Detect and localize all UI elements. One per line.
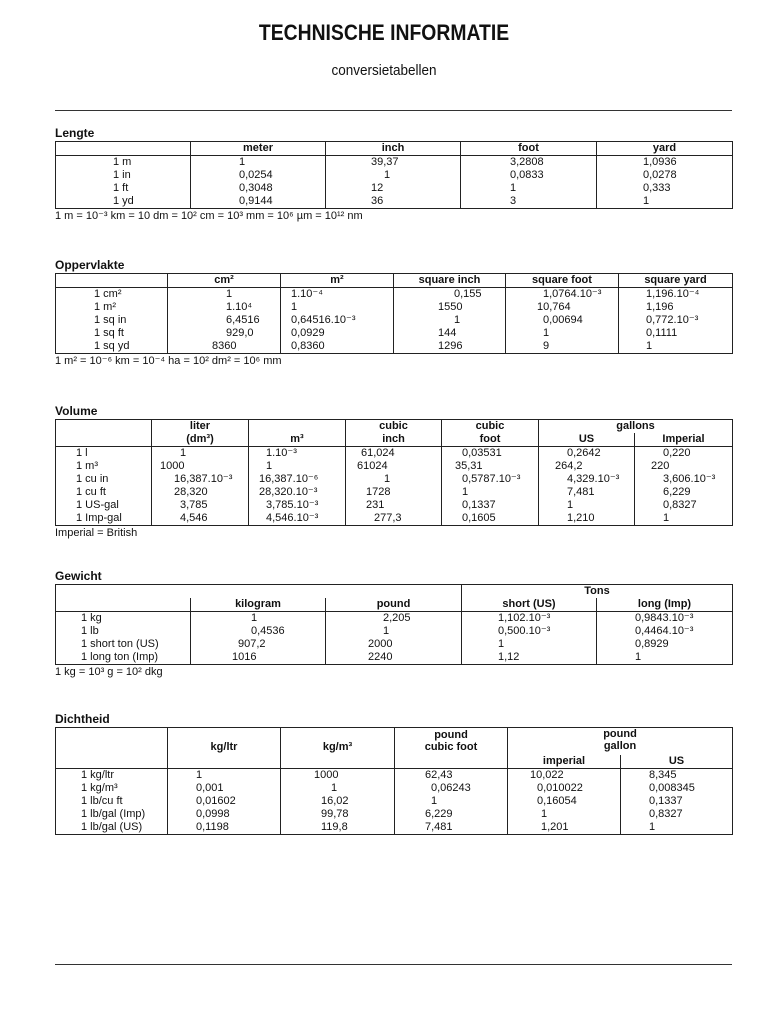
- header-cell: square yard: [619, 274, 733, 288]
- header-cell: cubic: [346, 420, 442, 434]
- table-cell: 0,1198: [168, 821, 281, 835]
- table-cell: 6,229: [395, 808, 508, 821]
- table-cell: 10,764: [506, 301, 619, 314]
- table-row: [56, 182, 733, 195]
- table-row: [56, 782, 733, 795]
- table-cell: 0,0929: [281, 327, 394, 340]
- table-cell: 1,201: [508, 821, 621, 835]
- page-title: TECHNISCHE INFORMATIE: [258, 20, 510, 45]
- header-cell: Tons: [462, 585, 733, 599]
- table-cell: 39,37: [326, 156, 461, 170]
- table-cell: 231: [346, 499, 442, 512]
- table-cell: 0,06243: [395, 782, 508, 795]
- header-cell: short (US): [462, 598, 597, 612]
- row-label: 1 lb/gal (Imp): [56, 808, 168, 821]
- table-row: [56, 169, 733, 182]
- table-cell: 3,2808: [461, 156, 597, 170]
- table-cell: 1: [394, 314, 506, 327]
- section-note: 1 kg = 10³ g = 10² dkg: [55, 666, 163, 678]
- table-cell: 1,210: [539, 512, 635, 526]
- table-cell: 144: [394, 327, 506, 340]
- row-label: 1 cm²: [56, 288, 168, 302]
- table-cell: 0,001: [168, 782, 281, 795]
- table-cell: 1: [168, 288, 281, 302]
- table-cell: 119,8: [281, 821, 395, 835]
- table-cell: 0,1337: [442, 499, 539, 512]
- header-cell: cm²: [168, 274, 281, 288]
- header-cell: [191, 585, 326, 599]
- table-cell: 1: [152, 447, 249, 461]
- table-cell: 61024: [346, 460, 442, 473]
- lengte-table: [55, 141, 733, 209]
- header-cell: US: [539, 433, 635, 447]
- row-label: 1 sq ft: [56, 327, 168, 340]
- table-cell: 0,8327: [621, 808, 733, 821]
- row-label: 1 cu in: [56, 473, 152, 486]
- table-cell: 1000: [152, 460, 249, 473]
- table-cell: 0,772.10⁻³: [619, 314, 733, 327]
- table-cell: 0,1111: [619, 327, 733, 340]
- table-row: [56, 473, 733, 486]
- table-cell: 0,1337: [621, 795, 733, 808]
- table-cell: 1: [281, 301, 394, 314]
- table-cell: 0,500.10⁻³: [462, 625, 597, 638]
- table-cell: 0,0833: [461, 169, 597, 182]
- table-row: [56, 327, 733, 340]
- row-label: 1 short ton (US): [56, 638, 191, 651]
- table-cell: 0,9843.10⁻³: [597, 612, 733, 626]
- row-label: 1 m: [56, 156, 191, 170]
- table-row: [56, 638, 733, 651]
- table-cell: 0,03531: [442, 447, 539, 461]
- section-title: Gewicht: [55, 569, 102, 583]
- table-cell: 0,220: [635, 447, 733, 461]
- header-cell: Imperial: [635, 433, 733, 447]
- table-row: [56, 447, 733, 461]
- table-row: [56, 156, 733, 170]
- table-cell: 3: [461, 195, 597, 209]
- table-cell: 0,8929: [597, 638, 733, 651]
- table-cell: 99,78: [281, 808, 395, 821]
- row-label: 1 lb: [56, 625, 191, 638]
- table-row: [56, 301, 733, 314]
- table-cell: 1: [191, 156, 326, 170]
- table-row: [56, 195, 733, 209]
- header-cell: long (Imp): [597, 598, 733, 612]
- section-title: Volume: [55, 404, 98, 418]
- table-cell: 1: [326, 169, 461, 182]
- table-cell: 2240: [326, 651, 462, 665]
- table-row: [56, 651, 733, 665]
- header-cell: meter: [191, 142, 326, 156]
- row-label: 1 Imp-gal: [56, 512, 152, 526]
- table-cell: 0,008345: [621, 782, 733, 795]
- row-label: 1 l: [56, 447, 152, 461]
- row-label: 1 ft: [56, 182, 191, 195]
- table-cell: 2000: [326, 638, 462, 651]
- header-cell: [326, 585, 462, 599]
- table-cell: 1: [281, 782, 395, 795]
- header-cell: foot: [461, 142, 597, 156]
- section-note: Imperial = British: [55, 527, 138, 539]
- header-cell: yard: [597, 142, 733, 156]
- row-label: 1 sq in: [56, 314, 168, 327]
- header-row: [56, 142, 733, 156]
- row-label: 1 lb/cu ft: [56, 795, 168, 808]
- section-title: Oppervlakte: [55, 258, 125, 272]
- header-cell: kg/ltr: [168, 728, 281, 769]
- table-cell: 1: [619, 340, 733, 354]
- table-cell: 0,16054: [508, 795, 621, 808]
- table-cell: 61,024: [346, 447, 442, 461]
- header-cell: inch: [346, 433, 442, 447]
- table-cell: 0,8327: [635, 499, 733, 512]
- header-cell: m³: [249, 433, 346, 447]
- table-row: [56, 808, 733, 821]
- table-cell: 0,0278: [597, 169, 733, 182]
- table-cell: 3,785.10⁻³: [249, 499, 346, 512]
- table-cell: 16,387.10⁻³: [152, 473, 249, 486]
- table-row: [56, 460, 733, 473]
- table-cell: 264,2: [539, 460, 635, 473]
- top-divider: [55, 110, 732, 111]
- table-cell: 0,9144: [191, 195, 326, 209]
- table-cell: 1,0764.10⁻³: [506, 288, 619, 302]
- section-title: Dichtheid: [55, 712, 110, 726]
- table-cell: 1,0936: [597, 156, 733, 170]
- header-cell: pound gallon: [508, 728, 733, 755]
- table-cell: 907,2: [191, 638, 326, 651]
- section-gewicht: [55, 568, 732, 679]
- section-lengte: [55, 125, 732, 223]
- table-cell: 4,546.10⁻³: [249, 512, 346, 526]
- row-label: 1 kg/ltr: [56, 768, 168, 782]
- table-cell: 7,481: [395, 821, 508, 835]
- header-cell: [56, 585, 191, 599]
- header-row: [56, 728, 733, 755]
- row-label: 1 lb/gal (US): [56, 821, 168, 835]
- section-oppervlakte: [55, 257, 732, 368]
- header-cell: [56, 274, 168, 288]
- header-row: [56, 420, 733, 434]
- volume-table: [55, 419, 733, 526]
- table-cell: 1.10⁻⁴: [281, 288, 394, 302]
- table-cell: 1: [508, 808, 621, 821]
- row-label: 1 sq yd: [56, 340, 168, 354]
- table-cell: 1: [249, 460, 346, 473]
- row-label: 1 m²: [56, 301, 168, 314]
- table-row: [56, 340, 733, 354]
- table-cell: 0,4536: [191, 625, 326, 638]
- table-cell: 6,229: [635, 486, 733, 499]
- table-cell: 7,481: [539, 486, 635, 499]
- table-cell: 0,8360: [281, 340, 394, 354]
- table-cell: 1: [168, 768, 281, 782]
- table-cell: 9: [506, 340, 619, 354]
- header-row: [56, 433, 733, 447]
- header-cell: imperial: [508, 755, 621, 769]
- dichtheid-table: [55, 727, 733, 835]
- header-cell: square foot: [506, 274, 619, 288]
- table-cell: 35,31: [442, 460, 539, 473]
- table-cell: 1: [191, 612, 326, 626]
- header-cell: pound cubic foot: [395, 728, 508, 769]
- row-label: 1 US-gal: [56, 499, 152, 512]
- table-cell: 1.10⁴: [168, 301, 281, 314]
- header-cell: m²: [281, 274, 394, 288]
- table-cell: 1550: [394, 301, 506, 314]
- table-cell: 1,102.10⁻³: [462, 612, 597, 626]
- header-cell: [56, 728, 168, 769]
- table-cell: 0,010022: [508, 782, 621, 795]
- row-label: 1 long ton (Imp): [56, 651, 191, 665]
- section-title: Lengte: [55, 126, 95, 140]
- header-cell: inch: [326, 142, 461, 156]
- section-note: 1 m = 10⁻³ km = 10 dm = 10² cm = 10³ mm = 10⁶ µm = 10¹² nm: [55, 210, 363, 222]
- table-cell: 8360: [168, 340, 281, 354]
- row-label: 1 cu ft: [56, 486, 152, 499]
- table-cell: 1296: [394, 340, 506, 354]
- header-cell: cubic: [442, 420, 539, 434]
- header-cell: liter: [152, 420, 249, 434]
- table-cell: 1: [635, 512, 733, 526]
- table-cell: 220: [635, 460, 733, 473]
- table-cell: 0,3048: [191, 182, 326, 195]
- header-cell: kg/m³: [281, 728, 395, 769]
- table-cell: 62,43: [395, 768, 508, 782]
- table-cell: 4,329.10⁻³: [539, 473, 635, 486]
- table-cell: 1: [395, 795, 508, 808]
- header-cell: [56, 142, 191, 156]
- table-cell: 3,785: [152, 499, 249, 512]
- table-cell: 4,546: [152, 512, 249, 526]
- table-cell: 0,01602: [168, 795, 281, 808]
- table-cell: 1: [597, 195, 733, 209]
- table-cell: 28,320: [152, 486, 249, 499]
- header-cell: kilogram: [191, 598, 326, 612]
- header-cell: [56, 433, 152, 447]
- gewicht-table: [55, 584, 733, 665]
- table-cell: 0,4464.10⁻³: [597, 625, 733, 638]
- header-cell: square inch: [394, 274, 506, 288]
- row-label: 1 yd: [56, 195, 191, 209]
- row-label: 1 kg: [56, 612, 191, 626]
- table-cell: 6,4516: [168, 314, 281, 327]
- table-cell: 16,02: [281, 795, 395, 808]
- table-cell: 10,022: [508, 768, 621, 782]
- table-cell: 1: [346, 473, 442, 486]
- table-cell: 1: [506, 327, 619, 340]
- table-cell: 0,64516.10⁻³: [281, 314, 394, 327]
- table-row: [56, 499, 733, 512]
- table-cell: 929,0: [168, 327, 281, 340]
- row-label: 1 kg/m³: [56, 782, 168, 795]
- header-cell: (dm³): [152, 433, 249, 447]
- table-cell: 1: [597, 651, 733, 665]
- header-cell: [249, 420, 346, 434]
- table-row: [56, 612, 733, 626]
- header-row: [56, 585, 733, 599]
- table-row: [56, 768, 733, 782]
- table-row: [56, 314, 733, 327]
- header-cell: US: [621, 755, 733, 769]
- table-row: [56, 288, 733, 302]
- table-row: [56, 625, 733, 638]
- table-cell: 1: [621, 821, 733, 835]
- table-cell: 0,5787.10⁻³: [442, 473, 539, 486]
- table-cell: 2,205: [326, 612, 462, 626]
- header-cell: foot: [442, 433, 539, 447]
- table-cell: 1.10⁻³: [249, 447, 346, 461]
- table-row: [56, 821, 733, 835]
- table-cell: 1: [326, 625, 462, 638]
- table-cell: 0,1605: [442, 512, 539, 526]
- table-cell: 0,0998: [168, 808, 281, 821]
- row-label: 1 in: [56, 169, 191, 182]
- table-cell: 36: [326, 195, 461, 209]
- table-cell: 0,2642: [539, 447, 635, 461]
- table-cell: 1000: [281, 768, 395, 782]
- table-cell: 277,3: [346, 512, 442, 526]
- table-cell: 1728: [346, 486, 442, 499]
- table-cell: 3,606.10⁻³: [635, 473, 733, 486]
- table-cell: 1: [442, 486, 539, 499]
- table-row: [56, 795, 733, 808]
- row-label: 1 m³: [56, 460, 152, 473]
- section-volume: [55, 403, 732, 540]
- table-cell: 0,333: [597, 182, 733, 195]
- table-cell: 1,12: [462, 651, 597, 665]
- table-cell: 28,320.10⁻³: [249, 486, 346, 499]
- header-cell: [56, 420, 152, 434]
- table-cell: 16,387.10⁻⁶: [249, 473, 346, 486]
- bottom-divider: [55, 964, 732, 965]
- table-row: [56, 512, 733, 526]
- header-cell: pound: [326, 598, 462, 612]
- table-cell: 0,155: [394, 288, 506, 302]
- table-cell: 12: [326, 182, 461, 195]
- page-subtitle: conversietabellen: [331, 62, 437, 79]
- section-dichtheid: [55, 711, 732, 835]
- table-cell: 1: [539, 499, 635, 512]
- table-cell: 1,196.10⁻⁴: [619, 288, 733, 302]
- header-cell: [56, 598, 191, 612]
- table-cell: 1: [462, 638, 597, 651]
- table-cell: 8,345: [621, 768, 733, 782]
- table-cell: 1,196: [619, 301, 733, 314]
- table-cell: 0,00694: [506, 314, 619, 327]
- header-cell: gallons: [539, 420, 733, 434]
- section-note: 1 m² = 10⁻⁶ km = 10⁻⁴ ha = 10² dm² = 10⁶ mm: [55, 355, 282, 367]
- table-row: [56, 486, 733, 499]
- header-row: [56, 598, 733, 612]
- table-cell: 1: [461, 182, 597, 195]
- oppervlakte-table: [55, 273, 733, 354]
- header-row: [56, 274, 733, 288]
- table-cell: 1016: [191, 651, 326, 665]
- table-cell: 0,0254: [191, 169, 326, 182]
